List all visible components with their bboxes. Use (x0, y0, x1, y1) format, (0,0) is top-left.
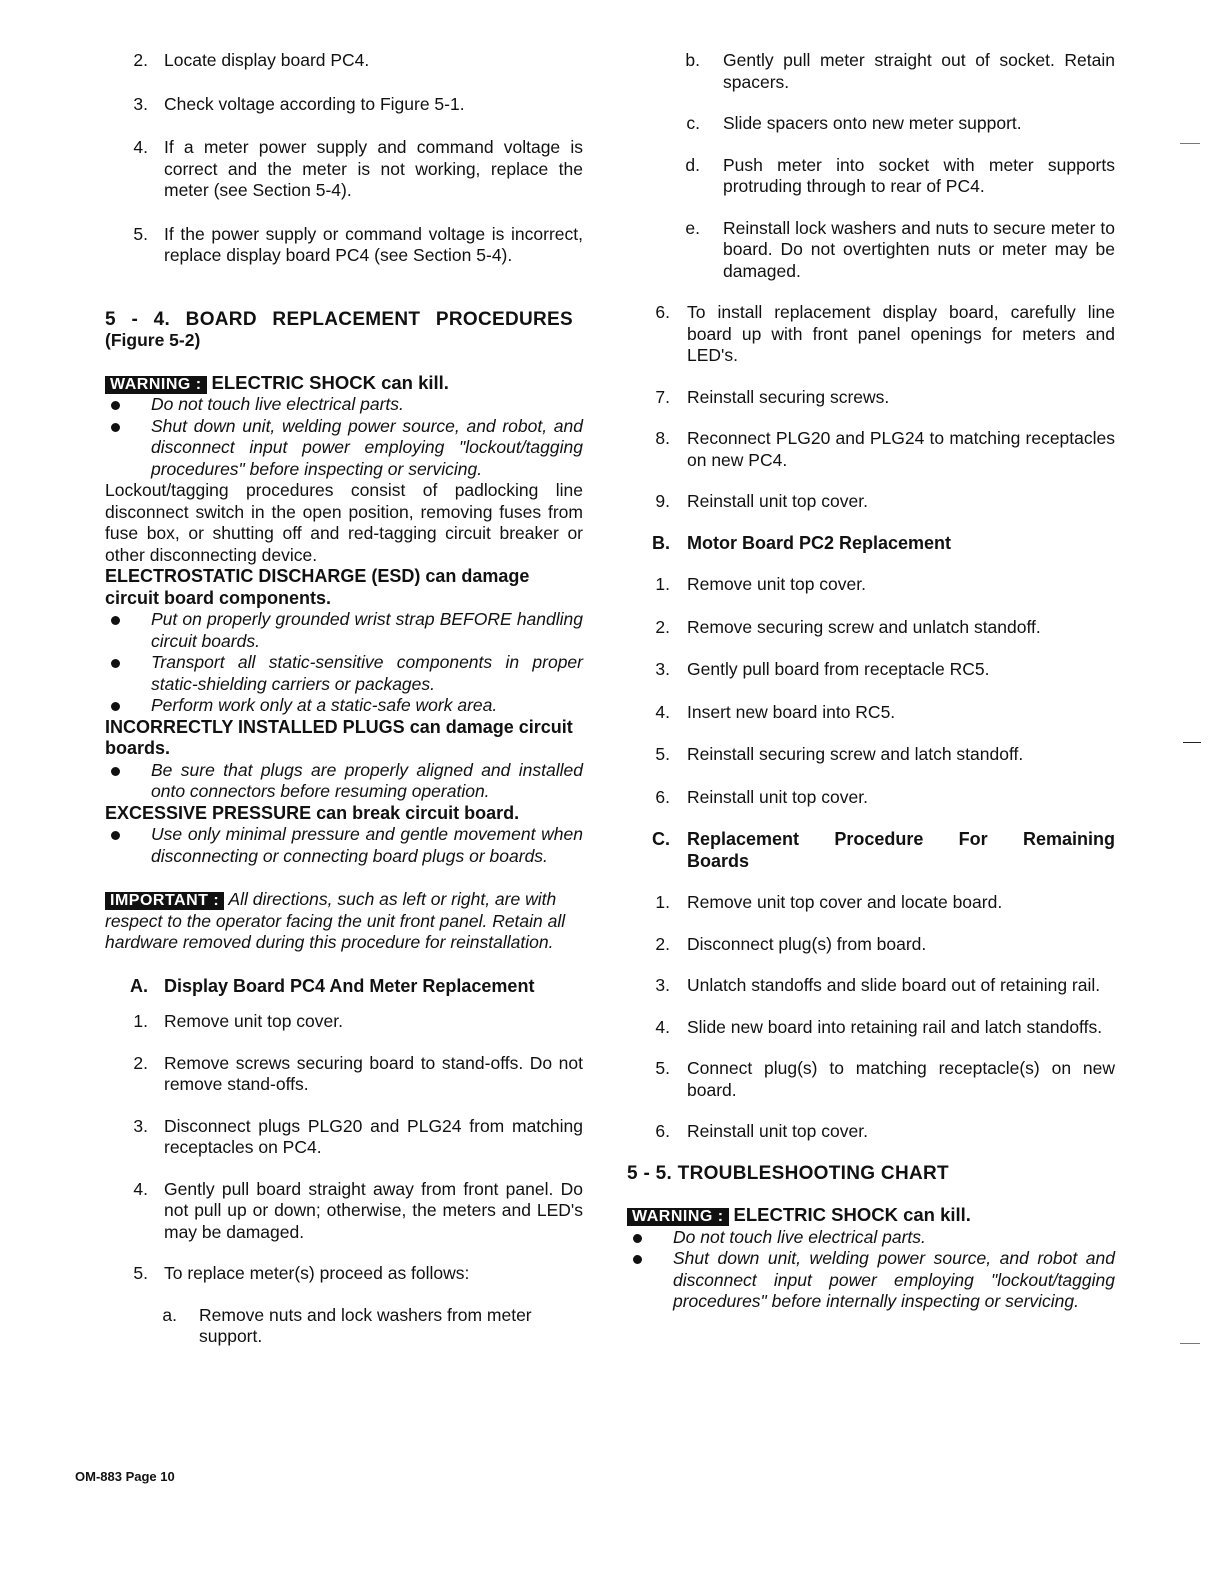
step-number: 3. (133, 1115, 148, 1136)
step-item (105, 1053, 583, 1096)
step-number: 9. (655, 491, 670, 511)
right-column (627, 50, 1115, 1313)
step-text: Reconnect PLG20 and PLG24 to matching receptacles on new PC4. (687, 428, 1115, 470)
bullet-text: Shut down unit, welding power source, and robot, and disconnect input power employing "lockout/tagging procedures" before inspecting or servicing. (151, 415, 583, 479)
step-number: 3. (133, 93, 148, 114)
step-text: Reinstall lock washers and nuts to secure meter to board. Do not overtighten nuts or meter may be damaged. (723, 217, 1115, 281)
bullet-item (627, 1227, 1115, 1249)
step-text: Gently pull board straight away from front panel. Do not pull up or down; otherwise, the meters and LED's may be damaged. (164, 1178, 583, 1242)
step-number: 5. (133, 1263, 148, 1283)
warning-block (627, 1204, 1115, 1227)
bullet-dot-icon (111, 423, 120, 432)
step-item (650, 702, 1115, 724)
warning-title: ELECTRIC SHOCK can kill. (733, 1204, 971, 1225)
step-text: Reinstall unit top cover. (687, 1121, 868, 1141)
bullet-item (105, 416, 583, 481)
bullet-dot-icon (111, 659, 120, 668)
step-item (105, 137, 583, 202)
step-number: c. (686, 113, 700, 133)
step-text: Remove unit top cover. (164, 1011, 343, 1031)
bullet-item (105, 394, 583, 416)
bullet-list (105, 609, 583, 717)
bullet-dot-icon (633, 1234, 642, 1243)
bullet-item (627, 1248, 1115, 1313)
step-item (650, 787, 1115, 809)
step-text: Reinstall unit top cover. (687, 491, 868, 511)
step-number: 2. (133, 1052, 148, 1073)
step-item (650, 934, 1115, 956)
section-heading: 5 - 5. TROUBLESHOOTING CHART (627, 1162, 949, 1184)
step-number: 2. (655, 933, 670, 954)
step-text: Reinstall unit top cover. (687, 786, 868, 807)
lockout-paragraph: Lockout/tagging procedures consist of padlocking line disconnect switch in the open position, removing fuses from fuse box, or shutting off and red-tagging circuit breaker or other disconnecting device. (105, 480, 583, 565)
step-text: If the power supply or command voltage is incorrect, replace display board PC4 (see Section 5-4). (164, 223, 583, 265)
bullet-text: Put on properly grounded wrist strap BEFORE handling circuit boards. (151, 609, 583, 651)
warning-badge: WARNING : (627, 1208, 729, 1226)
bullet-item (105, 760, 583, 803)
important-badge: IMPORTANT : (105, 892, 224, 910)
step-text: Push meter into socket with meter supports protruding through to rear of PC4. (723, 154, 1115, 196)
step-list (105, 1011, 583, 1285)
step-text: Check voltage according to Figure 5-1. (164, 93, 465, 114)
bullet-item (105, 652, 583, 695)
step-text: Gently pull board from receptacle RC5. (687, 659, 990, 679)
bullet-text: Be sure that plugs are properly aligned and installed onto connectors before resuming operation. (151, 759, 583, 801)
margin-mark (1180, 143, 1200, 144)
margin-mark (1183, 742, 1201, 743)
margin-mark (1180, 1343, 1200, 1344)
step-item (105, 94, 583, 116)
step-text: Unlatch standoffs and slide board out of retaining rail. (687, 975, 1101, 995)
step-number: 1. (133, 1011, 148, 1031)
step-list (105, 50, 583, 267)
step-text: To install replacement display board, carefully line board up with front panel openings for meters and LED's. (687, 302, 1115, 365)
step-item (650, 428, 1115, 471)
step-text: Slide spacers onto new meter support. (723, 113, 1022, 133)
step-text: If a meter power supply and command voltage is correct and the meter is not working, replace the meter (see Section 5-4). (164, 137, 583, 200)
subsection-a-heading: A. Display Board PC4 And Meter Replacement (130, 975, 535, 996)
step-number: 2. (655, 616, 670, 637)
step-text: Remove screws securing board to stand-offs. Do not remove stand-offs. (164, 1052, 583, 1094)
step-number: 1. (655, 892, 670, 912)
step-item (650, 113, 1115, 135)
warning-badge: WARNING : (105, 376, 207, 394)
bullet-text: Perform work only at a static-safe work area. (151, 695, 498, 715)
step-number: 2. (133, 50, 148, 70)
step-item (650, 155, 1115, 198)
bullet-dot-icon (111, 702, 120, 711)
step-item (650, 574, 1115, 596)
step-number: 4. (133, 1178, 148, 1199)
plugs-title: INCORRECTLY INSTALLED PLUGS can damage circuit boards. (105, 716, 573, 758)
step-number: e. (685, 217, 700, 238)
pressure-title: EXCESSIVE PRESSURE can break circuit board. (105, 802, 520, 823)
bullet-text: Use only minimal pressure and gentle movement when disconnecting or connecting board plugs or boards. (151, 824, 583, 866)
step-text: Connect plug(s) to matching receptacle(s) on new board. (687, 1058, 1115, 1100)
step-text: Reinstall securing screws. (687, 386, 890, 407)
step-item (650, 1017, 1115, 1039)
step-text: Disconnect plugs PLG20 and PLG24 from matching receptacles on PC4. (164, 1115, 583, 1157)
step-item (650, 302, 1115, 367)
step-number: 3. (655, 975, 670, 995)
step-item (650, 892, 1115, 914)
bullet-item (105, 824, 583, 867)
step-number: 6. (655, 1121, 670, 1141)
bullet-list (105, 760, 583, 803)
esd-title: ELECTROSTATIC DISCHARGE (ESD) can damage circuit board components. (105, 566, 530, 608)
step-item (650, 218, 1115, 283)
step-item (105, 1011, 583, 1033)
page-footer: OM-883 Page 10 (75, 1469, 175, 1484)
step-item (650, 617, 1115, 639)
substep: a. Remove nuts and lock washers from meter support. (162, 1304, 532, 1346)
bullet-dot-icon (111, 767, 120, 776)
step-item (105, 1116, 583, 1159)
step-item (105, 50, 583, 72)
step-item (650, 387, 1115, 409)
step-number: d. (685, 154, 700, 175)
bullet-dot-icon (633, 1255, 642, 1264)
step-number: b. (685, 50, 700, 70)
step-number: 8. (655, 428, 670, 448)
bullet-dot-icon (111, 831, 120, 840)
step-item (105, 224, 583, 267)
step-item (650, 659, 1115, 681)
step-item (650, 744, 1115, 766)
step-text: Remove securing screw and unlatch standoff. (687, 616, 1041, 637)
step-text: Locate display board PC4. (164, 50, 370, 70)
bullet-item (105, 695, 583, 717)
step-number: 6. (655, 786, 670, 807)
bullet-list (627, 1227, 1115, 1313)
section-figure-ref: (Figure 5-2) (105, 330, 201, 350)
substep-list (650, 50, 1115, 282)
step-list (650, 302, 1115, 513)
step-list (650, 574, 1115, 808)
step-text: Insert new board into RC5. (687, 701, 896, 722)
bullet-text: Do not touch live electrical parts. (673, 1226, 926, 1247)
section-heading: 5 - 4. BOARD REPLACEMENT PROCEDURES (105, 308, 573, 330)
step-item (105, 1179, 583, 1244)
bullet-list (105, 394, 583, 480)
bullet-dot-icon (111, 401, 120, 410)
step-item (650, 1121, 1115, 1143)
step-item (650, 1058, 1115, 1101)
step-text: Gently pull meter straight out of socket. Retain spacers. (723, 50, 1115, 92)
step-item (650, 50, 1115, 93)
step-text: Remove unit top cover and locate board. (687, 892, 1003, 912)
step-text: Slide new board into retaining rail and latch standoffs. (687, 1016, 1103, 1037)
step-number: 3. (655, 659, 670, 679)
step-list (650, 892, 1115, 1143)
step-item (105, 1263, 583, 1285)
step-text: Disconnect plug(s) from board. (687, 933, 927, 954)
step-number: 5. (655, 1058, 670, 1078)
step-number: 4. (655, 701, 670, 722)
bullet-item (105, 609, 583, 652)
step-number: 4. (655, 1016, 670, 1037)
warning-block (105, 372, 583, 395)
step-number: 1. (655, 574, 670, 594)
important-text: All directions, such as left or right, are with respect to the operator facing the unit front panel. Retain all hardware removed during this procedure for reinstallation. (105, 889, 566, 952)
step-number: 5. (133, 223, 148, 244)
step-item (650, 975, 1115, 997)
bullet-list (105, 824, 583, 867)
step-number: 7. (655, 386, 670, 407)
bullet-text: Transport all static-sensitive components in proper static-shielding carriers or packages. (151, 652, 583, 694)
step-number: 6. (655, 302, 670, 322)
warning-title: ELECTRIC SHOCK can kill. (211, 371, 449, 393)
step-item (650, 491, 1115, 513)
subsection-c-heading: C. Replacement Procedure For Remaining Boards (652, 829, 1115, 871)
step-number: 4. (133, 137, 148, 157)
step-number: 5. (655, 744, 670, 764)
bullet-text: Do not touch live electrical parts. (151, 394, 404, 414)
step-text: Remove unit top cover. (687, 574, 866, 594)
left-column (105, 50, 583, 1348)
step-text: Reinstall securing screw and latch standoff. (687, 744, 1024, 764)
bullet-dot-icon (111, 616, 120, 625)
important-block (105, 889, 583, 954)
subsection-b-heading: B. Motor Board PC2 Replacement (652, 532, 952, 553)
bullet-text: Shut down unit, welding power source, and robot and disconnect input power employing "lockout/tagging procedures" before internally inspecting or servicing. (673, 1248, 1115, 1311)
step-text: To replace meter(s) proceed as follows: (164, 1263, 470, 1283)
